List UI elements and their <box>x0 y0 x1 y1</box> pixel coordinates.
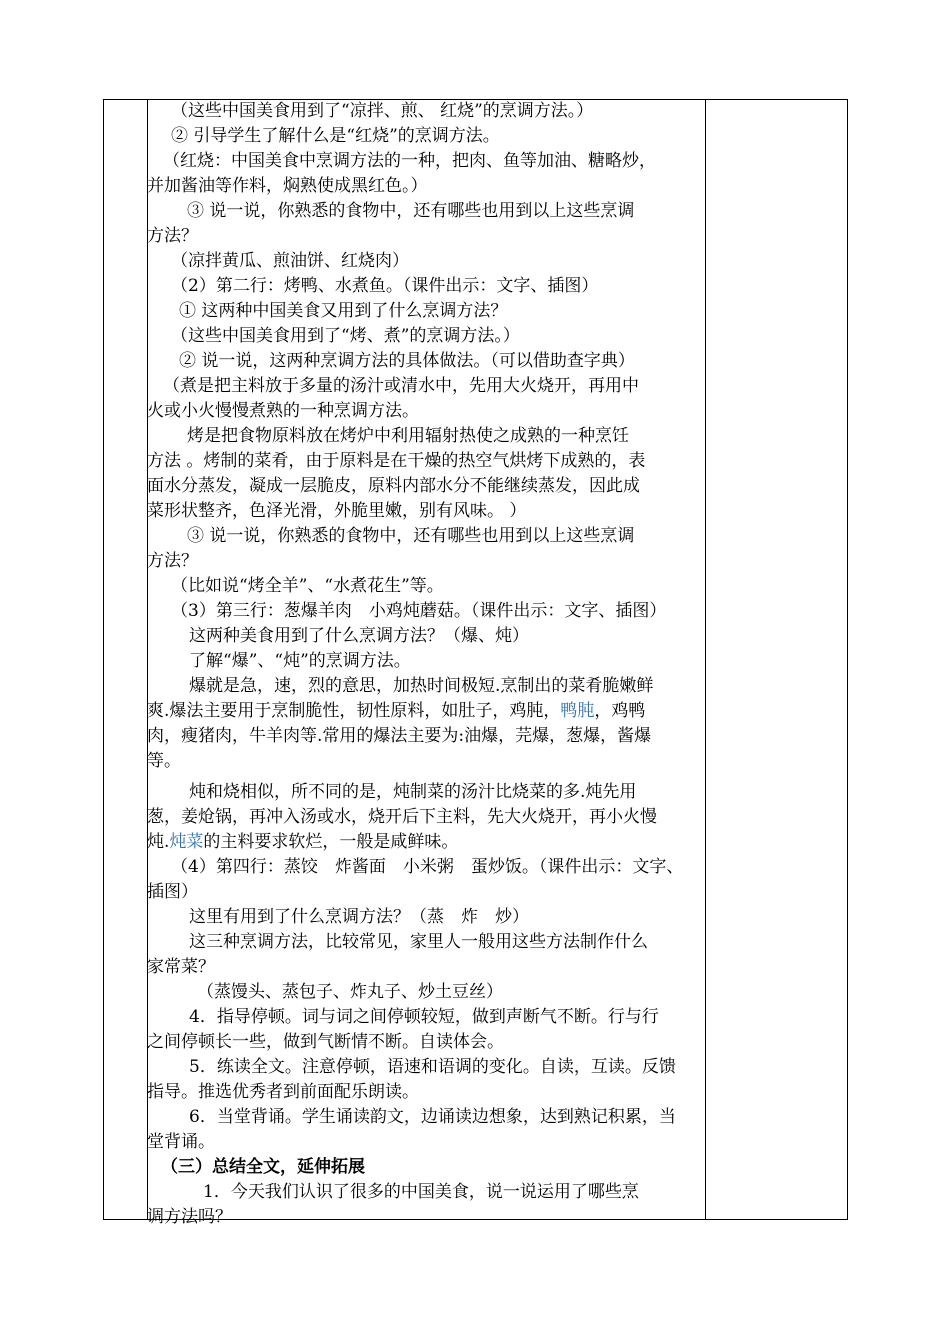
line-text: 方法？ <box>147 551 198 571</box>
text-line <box>147 905 705 930</box>
text-line <box>147 780 705 805</box>
line-text: 火或小火慢慢煮熟的一种烹调方法。 <box>147 401 419 421</box>
line-text-after: 的主料要求软烂，一般是咸鲜味。 <box>203 832 459 852</box>
line-text: 之间停顿长一些，做到气断情不断。自读体会。 <box>147 1032 504 1052</box>
text-line <box>147 149 705 174</box>
text-line <box>147 474 705 499</box>
line-text: 这两种美食用到了什么烹调方法？（爆、炖） <box>189 626 529 646</box>
text-line <box>147 524 705 549</box>
text-line <box>147 955 705 980</box>
text-line <box>147 1030 705 1055</box>
line-text: 插图） <box>147 882 198 902</box>
text-line <box>147 699 705 724</box>
line-text: ③ 说一说，你熟悉的食物中，还有哪些也用到以上这些烹调 <box>187 201 635 221</box>
text-line <box>147 674 705 699</box>
text-line <box>147 299 705 324</box>
line-text: ② 说一说，这两种烹调方法的具体做法。（可以借助查字典） <box>179 351 635 371</box>
text-line <box>147 1105 705 1130</box>
term-link[interactable]: 鸭肫 <box>560 701 595 721</box>
text-line <box>147 1155 705 1180</box>
text-line <box>147 1205 705 1230</box>
line-text: 这里有用到了什么烹调方法？（蒸 炸 炒） <box>189 907 529 927</box>
text-line <box>147 549 705 574</box>
text-line <box>147 599 705 624</box>
line-text: 指导。推选优秀者到前面配乐朗读。 <box>147 1082 419 1102</box>
text-line <box>147 499 705 524</box>
text-line <box>147 930 705 955</box>
line-text: （红烧：中国美食中烹调方法的一种，把肉、鱼等加油、糖略炒， <box>163 151 656 171</box>
line-text: （这些中国美食用到了“凉拌、煎、 红烧”的烹调方法。） <box>171 101 594 121</box>
line-text: 5．练读全文。注意停顿，语速和语调的变化。自读，互读。反馈 <box>189 1057 676 1077</box>
line-text: 炖. <box>147 832 170 852</box>
line-text: （4）第四行：蒸饺 炸酱面 小米粥 蛋炒饭。（课件出示：文字、 <box>171 857 684 877</box>
text-line <box>147 1005 705 1030</box>
text-line <box>147 224 705 249</box>
column-divider-right <box>705 100 706 1219</box>
line-text: （蒸馒头、蒸包子、炸丸子、炒土豆丝） <box>197 982 503 1002</box>
line-text: 烤是把食物原料放在烤炉中利用辐射热使之成熟的一种烹饪 <box>187 426 629 446</box>
line-text: （煮是把主料放于多量的汤汁或清水中，先用大火烧开，再用中 <box>163 376 639 396</box>
line-text: 炖和烧相似，所不同的是，炖制菜的汤汁比烧菜的多.炖先用 <box>189 782 637 802</box>
term-link[interactable]: 炖菜 <box>169 832 204 852</box>
lesson-content-cell <box>147 99 705 1230</box>
line-text: 爽.爆法主要用于烹制脆性，韧性原料，如肚子，鸡肫， <box>147 701 561 721</box>
line-text: 面水分蒸发，凝成一层脆皮，原料内部水分不能继续蒸发，因此成 <box>147 476 640 496</box>
line-text: 了解“爆”、“炖”的烹调方法。 <box>189 651 411 671</box>
text-line <box>147 99 705 124</box>
line-text: 葱，姜炝锅，再冲入汤或水，烧开后下主料，先大火烧开，再小火慢 <box>147 807 657 827</box>
line-text: 方法？ <box>147 226 198 246</box>
line-text: （比如说“烤全羊”、“水煮花生”等。 <box>171 576 444 596</box>
text-line <box>147 805 705 830</box>
text-line <box>147 574 705 599</box>
text-line <box>147 1130 705 1155</box>
line-text: 调方法吗？ <box>147 1207 232 1227</box>
line-text: （凉拌黄瓜、煎油饼、红烧肉） <box>171 251 409 271</box>
text-line <box>147 399 705 424</box>
text-line <box>147 174 705 199</box>
line-text: 菜形状整齐，色泽光滑，外脆里嫩，别有风味。 ） <box>147 501 527 521</box>
text-line <box>147 649 705 674</box>
line-text: 4．指导停顿。词与词之间停顿较短，做到声断气不断。行与行 <box>189 1007 659 1027</box>
line-text: 方法 。烤制的菜肴，由于原料是在干燥的热空气烘烤下成熟的，表 <box>147 451 646 471</box>
text-line <box>147 249 705 274</box>
text-line <box>147 374 705 399</box>
text-line <box>147 749 705 774</box>
line-text: ① 这两种中国美食又用到了什么烹调方法？ <box>179 301 508 321</box>
line-text: ③ 说一说，你熟悉的食物中，还有哪些也用到以上这些烹调 <box>187 526 635 546</box>
line-text: 肉，瘦猪肉，牛羊肉等.常用的爆法主要为:油爆，芫爆，葱爆，酱爆 <box>147 726 652 746</box>
text-line <box>147 324 705 349</box>
line-text-after: ，鸡鸭 <box>594 701 646 721</box>
text-line <box>147 855 705 880</box>
line-text: 爆就是急，速，烈的意思，加热时间极短.烹制出的菜肴脆嫩鲜 <box>189 676 654 696</box>
text-line <box>147 449 705 474</box>
text-line <box>147 274 705 299</box>
text-line <box>147 1180 705 1205</box>
line-text: （2）第二行：烤鸭、水煮鱼。（课件出示：文字、插图） <box>171 276 599 296</box>
text-line <box>147 830 705 855</box>
text-line <box>147 199 705 224</box>
line-text: 并加酱油等作料，焖熟使成黑红色。） <box>147 176 428 196</box>
line-text: （3）第三行：葱爆羊肉 小鸡炖蘑菇。（课件出示：文字、插图） <box>171 601 667 621</box>
text-line <box>147 1080 705 1105</box>
line-text: 堂背诵。 <box>147 1132 215 1152</box>
text-line <box>147 1055 705 1080</box>
text-line <box>147 624 705 649</box>
text-line <box>147 724 705 749</box>
line-text: （这些中国美食用到了“烤、煮”的烹调方法。） <box>171 326 520 346</box>
line-text: 这三种烹调方法，比较常见，家里人一般用这些方法制作什么 <box>189 932 648 952</box>
line-text: ② 引导学生了解什么是“红烧”的烹调方法。 <box>171 126 500 146</box>
text-line <box>147 349 705 374</box>
text-line <box>147 124 705 149</box>
line-text: 1．今天我们认识了很多的中国美食，说一说运用了哪些烹 <box>203 1182 639 1202</box>
text-line <box>147 980 705 1005</box>
line-text: （三）总结全文，延伸拓展 <box>161 1157 365 1177</box>
line-text: 6．当堂背诵。学生诵读韵文，边诵读边想象，达到熟记积累，当 <box>189 1107 676 1127</box>
line-text: 等。 <box>147 751 181 771</box>
line-text: 家常菜？ <box>147 957 215 977</box>
text-line <box>147 880 705 905</box>
text-line <box>147 424 705 449</box>
